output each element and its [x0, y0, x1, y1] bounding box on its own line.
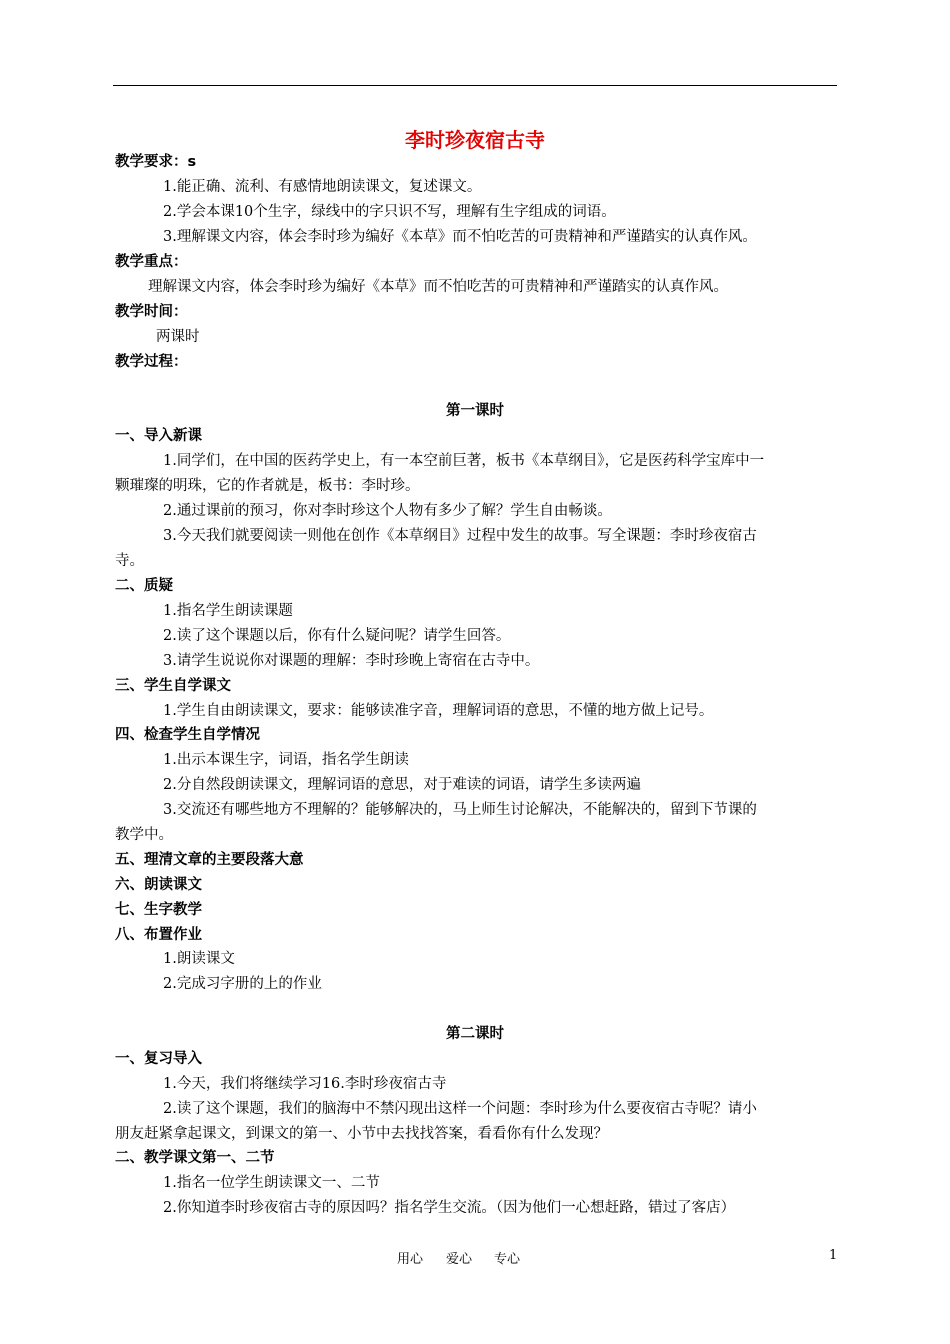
paragraph-line: 3.今天我们就要阅读一则他在创作《本草纲目》过程中发生的故事。写全课题：李时珍夜宿古 — [163, 528, 757, 544]
footer-text-middle: 爱心 — [446, 1252, 473, 1267]
section-heading: 二、教学课文第一、二节 — [115, 1150, 275, 1166]
lesson-heading: 第一课时 — [446, 403, 504, 419]
paragraph-line: 寺。 — [115, 553, 144, 569]
paragraph-line: 教学中。 — [115, 827, 173, 843]
section-heading: 五、理清文章的主要段落大意 — [115, 852, 304, 868]
section-heading: 六、朗读课文 — [115, 877, 202, 893]
paragraph-line: 2.分自然段朗读课文，理解词语的意思，对于难读的词语，请学生多读两遍 — [163, 777, 641, 793]
page-number: 1 — [829, 1248, 838, 1263]
paragraph-line: 1.出示本课生字，词语，指名学生朗读 — [163, 752, 409, 768]
paragraph-line: 1.朗读课文 — [163, 951, 235, 967]
document-title: 李时珍夜宿古寺 — [405, 128, 545, 152]
section-heading: 教学过程： — [115, 354, 188, 370]
paragraph-line: 2.通过课前的预习，你对李时珍这个人物有多少了解？学生自由畅谈。 — [163, 503, 612, 519]
paragraph-line: 两课时 — [156, 329, 200, 345]
paragraph-line: 1.学生自由朗读课文，要求：能够读准字音，理解词语的意思，不懂的地方做上记号。 — [163, 703, 714, 719]
paragraph-line: 1.能正确、流利、有感情地朗读课文，复述课文。 — [163, 179, 482, 195]
paragraph-line: 3.理解课文内容，体会李时珍为编好《本草》而不怕吃苦的可贵精神和严谨踏实的认真作风。 — [163, 229, 757, 245]
paragraph-line: 理解课文内容，体会李时珍为编好《本草》而不怕吃苦的可贵精神和严谨踏实的认真作风。 — [148, 279, 728, 295]
paragraph-line: 2.读了这个课题，我们的脑海中不禁闪现出这样一个问题：李时珍为什么要夜宿古寺呢？请小 — [163, 1101, 757, 1117]
paragraph-line: 1.同学们，在中国的医药学史上，有一本空前巨著，板书《本草纲目》，它是医药科学宝库中一 — [163, 453, 765, 469]
section-heading: 一、复习导入 — [115, 1051, 202, 1067]
paragraph-line: 3.交流还有哪些地方不理解的？能够解决的，马上师生讨论解决，不能解决的，留到下节课的 — [163, 802, 757, 818]
section-heading: 七、生字教学 — [115, 902, 202, 918]
paragraph-line: 颗璀璨的明珠，它的作者就是，板书：李时珍。 — [115, 478, 420, 494]
header-rule — [113, 85, 837, 86]
footer-text-right: 专心 — [494, 1252, 521, 1267]
paragraph-line: 2.学会本课10个生字，绿线中的字只识不写，理解有生字组成的词语。 — [163, 204, 616, 220]
section-heading: 教学要求：s — [115, 154, 197, 170]
paragraph-line: 2.读了这个课题以后，你有什么疑问呢？请学生回答。 — [163, 628, 511, 644]
paragraph-line: 2.完成习字册的上的作业 — [163, 976, 322, 992]
section-heading: 八、布置作业 — [115, 927, 202, 943]
lesson-heading: 第二课时 — [446, 1026, 504, 1042]
section-heading: 四、检查学生自学情况 — [115, 727, 260, 743]
paragraph-line: 朋友赶紧拿起课文，到课文的第一、小节中去找找答案，看看你有什么发现？ — [115, 1126, 608, 1142]
paragraph-line: 1.今天，我们将继续学习16.李时珍夜宿古寺 — [163, 1076, 447, 1092]
paragraph-line: 3.请学生说说你对课题的理解：李时珍晚上寄宿在古寺中。 — [163, 653, 540, 669]
paragraph-line: 1.指名学生朗读课题 — [163, 603, 293, 619]
footer-text-left: 用心 — [397, 1252, 424, 1267]
section-heading: 三、学生自学课文 — [115, 678, 231, 694]
section-heading: 一、导入新课 — [115, 428, 202, 444]
section-heading: 教学重点： — [115, 254, 188, 270]
paragraph-line: 2.你知道李时珍夜宿古寺的原因吗？指名学生交流。（因为他们一心想赶路，错过了客店） — [163, 1200, 736, 1216]
section-heading: 二、质疑 — [115, 578, 173, 594]
section-heading: 教学时间： — [115, 304, 188, 320]
paragraph-line: 1.指名一位学生朗读课文一、二节 — [163, 1175, 380, 1191]
